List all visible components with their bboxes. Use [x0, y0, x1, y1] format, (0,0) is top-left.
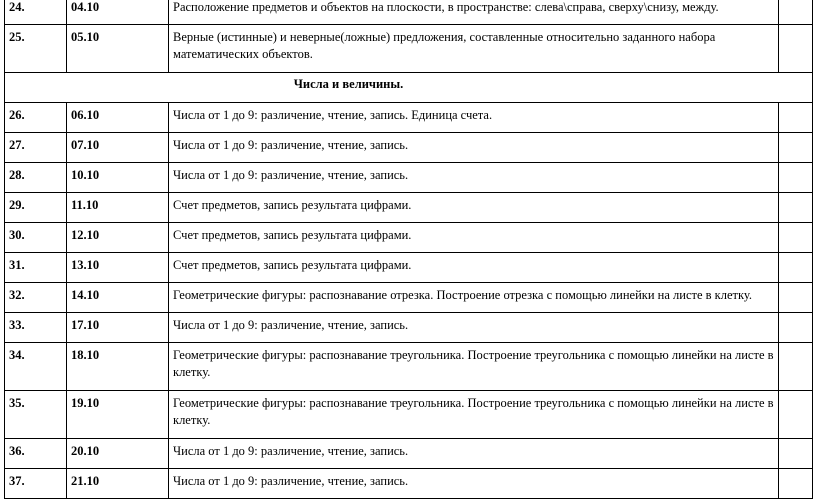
- table-row: [5, 313, 813, 343]
- lesson-plan-table: [4, 0, 813, 499]
- lesson-number: 24.: [5, 0, 67, 25]
- table-row: [5, 439, 813, 469]
- lesson-date: 13.10: [67, 253, 169, 283]
- lesson-topic: Числа от 1 до 9: различение, чтение, запись.: [169, 469, 779, 499]
- lesson-number: 25.: [5, 25, 67, 73]
- table-row: [5, 469, 813, 499]
- lesson-date: 11.10: [67, 193, 169, 223]
- lesson-note-cell: [779, 133, 813, 163]
- section-row: [5, 73, 813, 103]
- lesson-number: 34.: [5, 343, 67, 391]
- lesson-number: 28.: [5, 163, 67, 193]
- lesson-topic: Верные (истинные) и неверные(ложные) предложения, составленные относительно заданного набора математических объектов.: [169, 25, 779, 73]
- lesson-topic: Геометрические фигуры: распознавание треугольника. Построение треугольника с помощью линейки на листе в клетку.: [169, 343, 779, 391]
- table-row: [5, 163, 813, 193]
- lesson-topic: Числа от 1 до 9: различение, чтение, запись.: [169, 439, 779, 469]
- lesson-date: 12.10: [67, 223, 169, 253]
- table-row: [5, 283, 813, 313]
- lesson-number: 35.: [5, 391, 67, 439]
- lesson-plan-body: [5, 0, 813, 499]
- table-row: [5, 103, 813, 133]
- lesson-number: 32.: [5, 283, 67, 313]
- lesson-number: 27.: [5, 133, 67, 163]
- lesson-date: 20.10: [67, 439, 169, 469]
- lesson-topic: Счет предметов, запись результата цифрами.: [169, 223, 779, 253]
- lesson-number: 37.: [5, 469, 67, 499]
- lesson-date: 10.10: [67, 163, 169, 193]
- table-row: [5, 133, 813, 163]
- table-row: [5, 25, 813, 73]
- lesson-topic: Геометрические фигуры: распознавание треугольника. Построение треугольника с помощью линейки на листе в клетку.: [169, 391, 779, 439]
- lesson-date: 18.10: [67, 343, 169, 391]
- lesson-note-cell: [779, 469, 813, 499]
- lesson-number: 29.: [5, 193, 67, 223]
- lesson-number: 30.: [5, 223, 67, 253]
- lesson-note-cell: [779, 25, 813, 73]
- lesson-note-cell: [779, 283, 813, 313]
- table-row: [5, 391, 813, 439]
- lesson-topic: Геометрические фигуры: распознавание отрезка. Построение отрезка с помощью линейки на листе в клетку.: [169, 283, 779, 313]
- lesson-date: 17.10: [67, 313, 169, 343]
- lesson-date: 19.10: [67, 391, 169, 439]
- lesson-number: 33.: [5, 313, 67, 343]
- lesson-note-cell: [779, 439, 813, 469]
- lesson-date: 06.10: [67, 103, 169, 133]
- lesson-number: 31.: [5, 253, 67, 283]
- lesson-topic: Числа от 1 до 9: различение, чтение, запись.: [169, 163, 779, 193]
- lesson-topic: Счет предметов, запись результата цифрами.: [169, 253, 779, 283]
- lesson-note-cell: [779, 223, 813, 253]
- lesson-date: 14.10: [67, 283, 169, 313]
- lesson-note-cell: [779, 0, 813, 25]
- lesson-number: 36.: [5, 439, 67, 469]
- lesson-note-cell: [779, 103, 813, 133]
- lesson-date: 05.10: [67, 25, 169, 73]
- table-row: [5, 343, 813, 391]
- lesson-note-cell: [779, 163, 813, 193]
- lesson-note-cell: [779, 343, 813, 391]
- lesson-note-cell: [779, 313, 813, 343]
- lesson-topic: Числа от 1 до 9: различение, чтение, запись.: [169, 313, 779, 343]
- section-title-cell: [5, 73, 813, 103]
- lesson-topic: Числа от 1 до 9: различение, чтение, запись.: [169, 133, 779, 163]
- lesson-date: 04.10: [67, 0, 169, 25]
- table-row: [5, 223, 813, 253]
- lesson-date: 07.10: [67, 133, 169, 163]
- lesson-topic: Счет предметов, запись результата цифрами.: [169, 193, 779, 223]
- lesson-note-cell: [779, 391, 813, 439]
- lesson-number: 26.: [5, 103, 67, 133]
- section-title: Числа и величины.: [293, 77, 404, 91]
- lesson-topic: Числа от 1 до 9: различение, чтение, запись. Единица счета.: [169, 103, 779, 133]
- lesson-topic: Расположение предметов и объектов на плоскости, в пространстве: слева\справа, сверху\снизу, между.: [169, 0, 779, 25]
- table-row: [5, 253, 813, 283]
- lesson-note-cell: [779, 253, 813, 283]
- lesson-note-cell: [779, 193, 813, 223]
- table-row: [5, 193, 813, 223]
- table-row: [5, 0, 813, 25]
- lesson-date: 21.10: [67, 469, 169, 499]
